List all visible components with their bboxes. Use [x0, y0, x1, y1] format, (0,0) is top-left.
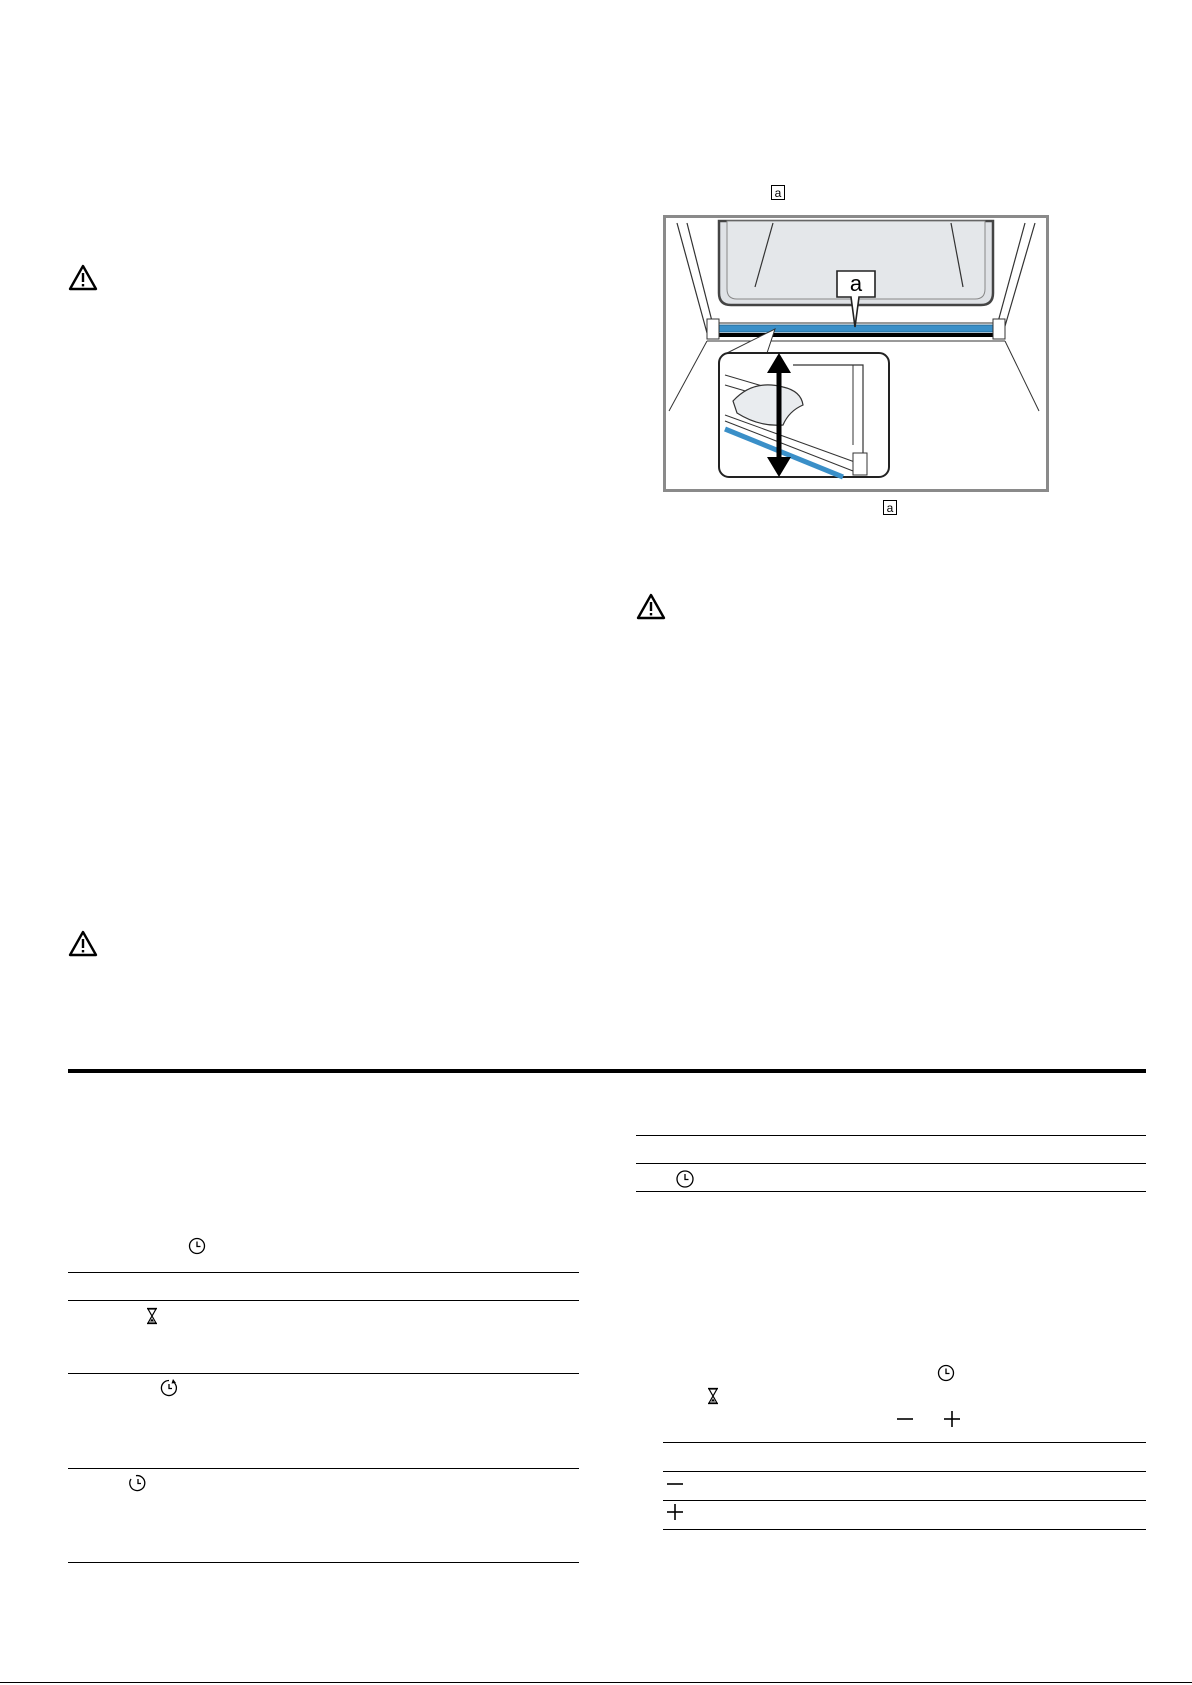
table-rule [68, 1468, 579, 1469]
warning-triangle-icon [636, 593, 666, 620]
table-rule [68, 1272, 579, 1273]
plus-icon [942, 1409, 962, 1429]
footer-rule [0, 1682, 1192, 1683]
hourglass-icon [706, 1387, 720, 1405]
table-rule [68, 1562, 579, 1563]
clock-icon [128, 1473, 148, 1493]
clock-arrow-icon [159, 1378, 179, 1398]
minus-icon [895, 1409, 915, 1429]
table-rule [636, 1163, 1146, 1164]
table-rule [663, 1471, 1146, 1472]
table-rule [68, 1300, 579, 1301]
table-rule [636, 1191, 1146, 1192]
door-seal-cleaning-figure [663, 215, 1049, 492]
clock-icon [675, 1169, 695, 1189]
section-divider [68, 1069, 1146, 1073]
callout-label-a: a [883, 500, 897, 515]
table-rule [68, 1373, 579, 1374]
minus-icon [665, 1474, 685, 1494]
warning-triangle-icon [68, 264, 98, 291]
callout-label-a: a [771, 185, 785, 200]
clock-icon [188, 1237, 206, 1255]
figure-callout-a: a [849, 271, 863, 296]
clock-icon [937, 1364, 955, 1382]
warning-triangle-icon [68, 930, 98, 957]
plus-icon [665, 1502, 685, 1522]
table-rule [663, 1442, 1146, 1443]
table-rule [663, 1500, 1146, 1501]
table-rule [663, 1529, 1146, 1530]
hourglass-icon [145, 1307, 159, 1325]
table-rule [636, 1135, 1146, 1136]
